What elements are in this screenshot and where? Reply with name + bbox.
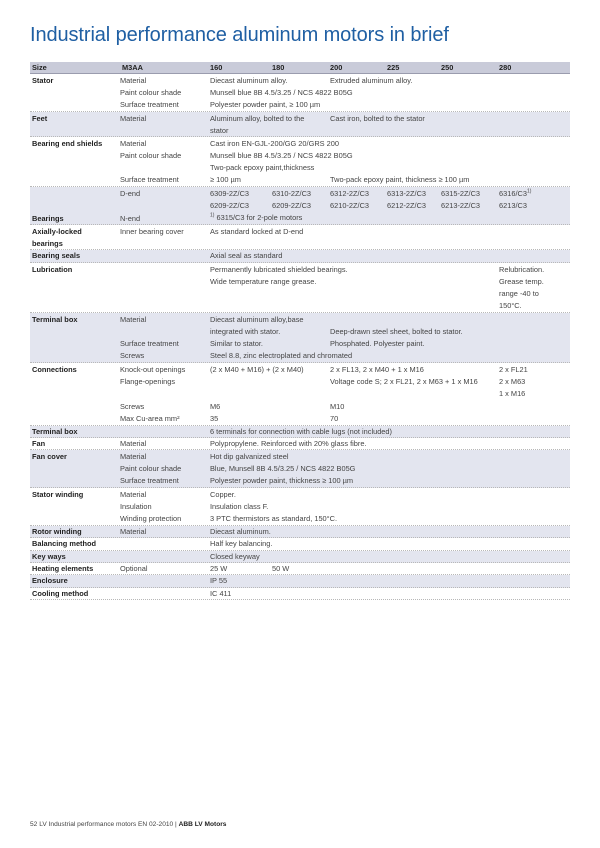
row-label: Lubrication [32, 265, 73, 274]
table-row-fan [30, 438, 570, 450]
row-label: Feet [32, 114, 48, 123]
row-value: 35 [210, 414, 219, 423]
row-sub-label: Material [120, 452, 147, 461]
row-value: As standard locked at D-end [210, 227, 304, 236]
row-value: range -40 to [499, 289, 539, 298]
row-value: 70 [330, 414, 339, 423]
row-value: M10 [330, 402, 345, 411]
row-label: Axially-locked [32, 227, 82, 236]
table-row-key-ways [30, 551, 570, 563]
row-value: Two-pack epoxy paint, thickness ≥ 100 µm [330, 175, 470, 184]
row-label: Enclosure [32, 576, 68, 585]
row-label: Fan [32, 439, 46, 448]
row-sub-label: Insulation [120, 502, 152, 511]
row-value: Cast iron, bolted to the stator [330, 114, 425, 123]
table-row-balancing [30, 538, 570, 551]
row-value: 50 W [272, 564, 290, 573]
row-value: 2 x M63 [499, 377, 526, 386]
table-row-axially-locked [30, 225, 570, 250]
header-m3aa: M3AA [122, 63, 143, 72]
row-label: Stator [32, 76, 54, 85]
row-sub-label: Material [120, 527, 147, 536]
table-row-bearing-end-shields [30, 137, 570, 187]
row-value: 2 x FL13, 2 x M40 + 1 x M16 [330, 365, 424, 374]
row-sub-label: Optional [120, 564, 148, 573]
row-value: Wide temperature range grease. [210, 277, 317, 286]
row-sub-label: Surface treatment [120, 175, 179, 184]
row-value: (2 x M40 + M16) + (2 x M40) [210, 365, 304, 374]
row-sub-label: Knock-out openings [120, 365, 186, 374]
row-value: 6210-2Z/C3 [330, 201, 370, 210]
row-value: Half key balancing. [210, 539, 273, 548]
row-value: Hot dip galvanized steel [210, 452, 289, 461]
table-row-bearing-seals [30, 250, 570, 263]
row-value: Copper. [210, 490, 236, 499]
row-value: 1 x M16 [499, 389, 526, 398]
row-value: 6309-2Z/C3 [210, 189, 250, 198]
row-value: Polyester powder paint, ≥ 100 µm [210, 100, 321, 109]
row-sub-label: Material [120, 76, 147, 85]
table-row-bearings [30, 187, 570, 225]
row-value: Steel 8.8, zinc electroplated and chromated [210, 351, 353, 360]
row-value: 6209-2Z/C3 [210, 201, 250, 210]
table-row-rotor-winding [30, 526, 570, 538]
table-row-connections [30, 363, 570, 426]
row-value: 6313-2Z/C3 [387, 189, 427, 198]
footnote-text: $^{1)}$ 6315/C3 for 2-pole motors [210, 212, 303, 222]
row-value: Extruded aluminum alloy. [330, 76, 413, 85]
header-225: 225 [387, 63, 400, 72]
row-value: Relubrication. [499, 265, 545, 274]
row-value: 6 terminals for connection with cable lugs (not included) [210, 427, 392, 436]
row-value: Insulation class F. [210, 502, 269, 511]
table-row-heating [30, 563, 570, 575]
header-180: 180 [272, 63, 285, 72]
row-value: Diecast aluminum. [210, 527, 271, 536]
row-value: Munsell blue 8B 4.5/3.25 / NCS 4822 B05G [210, 88, 353, 97]
row-label: bearings [32, 239, 63, 248]
row-sub-label: Surface treatment [120, 339, 179, 348]
row-label: Bearings [32, 214, 64, 223]
row-sub-label: Surface treatment [120, 100, 179, 109]
row-label: Rotor winding [32, 527, 82, 536]
row-value: Two-pack epoxy paint,thickness [210, 163, 315, 172]
row-value: Aluminum alloy, bolted to the [210, 114, 305, 123]
row-value: Polypropylene. Reinforced with 20% glass fibre. [210, 439, 367, 448]
row-value: Polyester powder paint, thickness ≥ 100 µm [210, 476, 354, 485]
row-label: Connections [32, 365, 77, 374]
row-label: Stator winding [32, 490, 84, 499]
row-sub-label: Material [120, 490, 147, 499]
row-value: 6209-2Z/C3 [272, 201, 312, 210]
row-sub-label: Paint colour shade [120, 88, 182, 97]
row-value: Deep-drawn steel sheet, bolted to stator. [330, 327, 463, 336]
row-value: Cast iron EN-GJL-200/GG 20/GRS 200 [210, 139, 339, 148]
row-value: Diecast aluminum alloy,base [210, 315, 304, 324]
row-value: 6212-2Z/C3 [387, 201, 427, 210]
table-row-feet [30, 112, 570, 137]
row-value: 6310-2Z/C3 [272, 189, 312, 198]
row-label: Bearing seals [32, 251, 81, 260]
table-header-row [30, 62, 570, 74]
row-value: 6316/C3$^{1)}$ [499, 188, 532, 198]
row-sub-label: Screws [120, 351, 145, 360]
row-label: Fan cover [32, 452, 67, 461]
row-value: Diecast aluminum alloy. [210, 76, 288, 85]
header-280: 280 [499, 63, 512, 72]
header-160: 160 [210, 63, 223, 72]
row-value: 2 x FL21 [499, 365, 528, 374]
table-row-terminal-box-2 [30, 426, 570, 438]
table-row-terminal-box [30, 313, 570, 363]
row-value: Similar to stator. [210, 339, 263, 348]
row-value: IC 411 [210, 589, 232, 598]
row-value: 25 W [210, 564, 228, 573]
page-footer [30, 821, 226, 828]
table-row-lubrication [30, 263, 570, 313]
table-row-fan-cover [30, 450, 570, 488]
header-200: 200 [330, 63, 343, 72]
row-label: Heating elements [32, 564, 94, 573]
row-sub-label: Material [120, 139, 147, 148]
row-sub-label: Material [120, 439, 147, 448]
row-value: 6312-2Z/C3 [330, 189, 370, 198]
row-value: 6213-2Z/C3 [441, 201, 481, 210]
footer-text: LV Industrial performance motors EN 02-2010 | [39, 821, 177, 828]
row-sub-label: Material [120, 114, 147, 123]
row-value: integrated with stator. [210, 327, 281, 336]
row-sub-label: Max Cu-area mm² [120, 414, 180, 423]
row-value: stator [210, 126, 229, 135]
spec-table [30, 62, 570, 600]
row-value: Permanently lubricated shielded bearings. [210, 265, 348, 274]
row-value: 6213/C3 [499, 201, 527, 210]
row-sub-label: Inner bearing cover [120, 227, 184, 236]
row-sub-label: Material [120, 315, 147, 324]
row-sub-label: Paint colour shade [120, 151, 182, 160]
row-label: Balancing method [32, 539, 97, 548]
row-value: Blue, Munsell 8B 4.5/3.25 / NCS 4822 B05G [210, 464, 356, 473]
row-sub-label: Flange-openings [120, 377, 176, 386]
row-sub-label: Screws [120, 402, 145, 411]
row-label: Terminal box [32, 315, 78, 324]
row-label: Terminal box [32, 427, 78, 436]
row-sub-label: Paint colour shade [120, 464, 182, 473]
row-value: 150°C. [499, 301, 522, 310]
table-row-enclosure [30, 575, 570, 588]
row-sub-label: Winding protection [120, 514, 182, 523]
row-value: Voltage code S; 2 x FL21, 2 x M63 + 1 x M16 [330, 377, 478, 386]
row-label: Key ways [32, 552, 66, 561]
row-value: Munsell blue 8B 4.5/3.25 / NCS 4822 B05G [210, 151, 353, 160]
table-row-cooling [30, 588, 570, 600]
row-value: ≥ 100 µm [210, 175, 241, 184]
table-row-stator [30, 74, 570, 112]
page-number: 52 [30, 821, 38, 828]
row-value: Phosphated. Polyester paint. [330, 339, 425, 348]
row-value: 6315-2Z/C3 [441, 189, 481, 198]
row-value: Axial seal as standard [210, 251, 283, 260]
row-value: Closed keyway [210, 552, 260, 561]
header-size: Size [32, 63, 47, 72]
row-sub-label: Surface treatment [120, 476, 179, 485]
footer-brand: ABB LV Motors [178, 821, 227, 828]
row-value: Grease temp. [499, 277, 544, 286]
table-row-stator-winding [30, 488, 570, 526]
row-label: Bearing end shields [32, 139, 103, 148]
footnote-marker: 1) [526, 188, 532, 195]
row-sub-label: N-end [120, 214, 141, 223]
row-label: Cooling method [32, 589, 89, 598]
row-value: M6 [210, 402, 221, 411]
row-value: IP 55 [210, 576, 228, 585]
header-250: 250 [441, 63, 454, 72]
page-title: Industrial performance aluminum motors in brief [30, 24, 449, 46]
row-value: 3 PTC thermistors as standard, 150°C. [210, 514, 338, 523]
row-sub-label: D-end [120, 189, 141, 198]
